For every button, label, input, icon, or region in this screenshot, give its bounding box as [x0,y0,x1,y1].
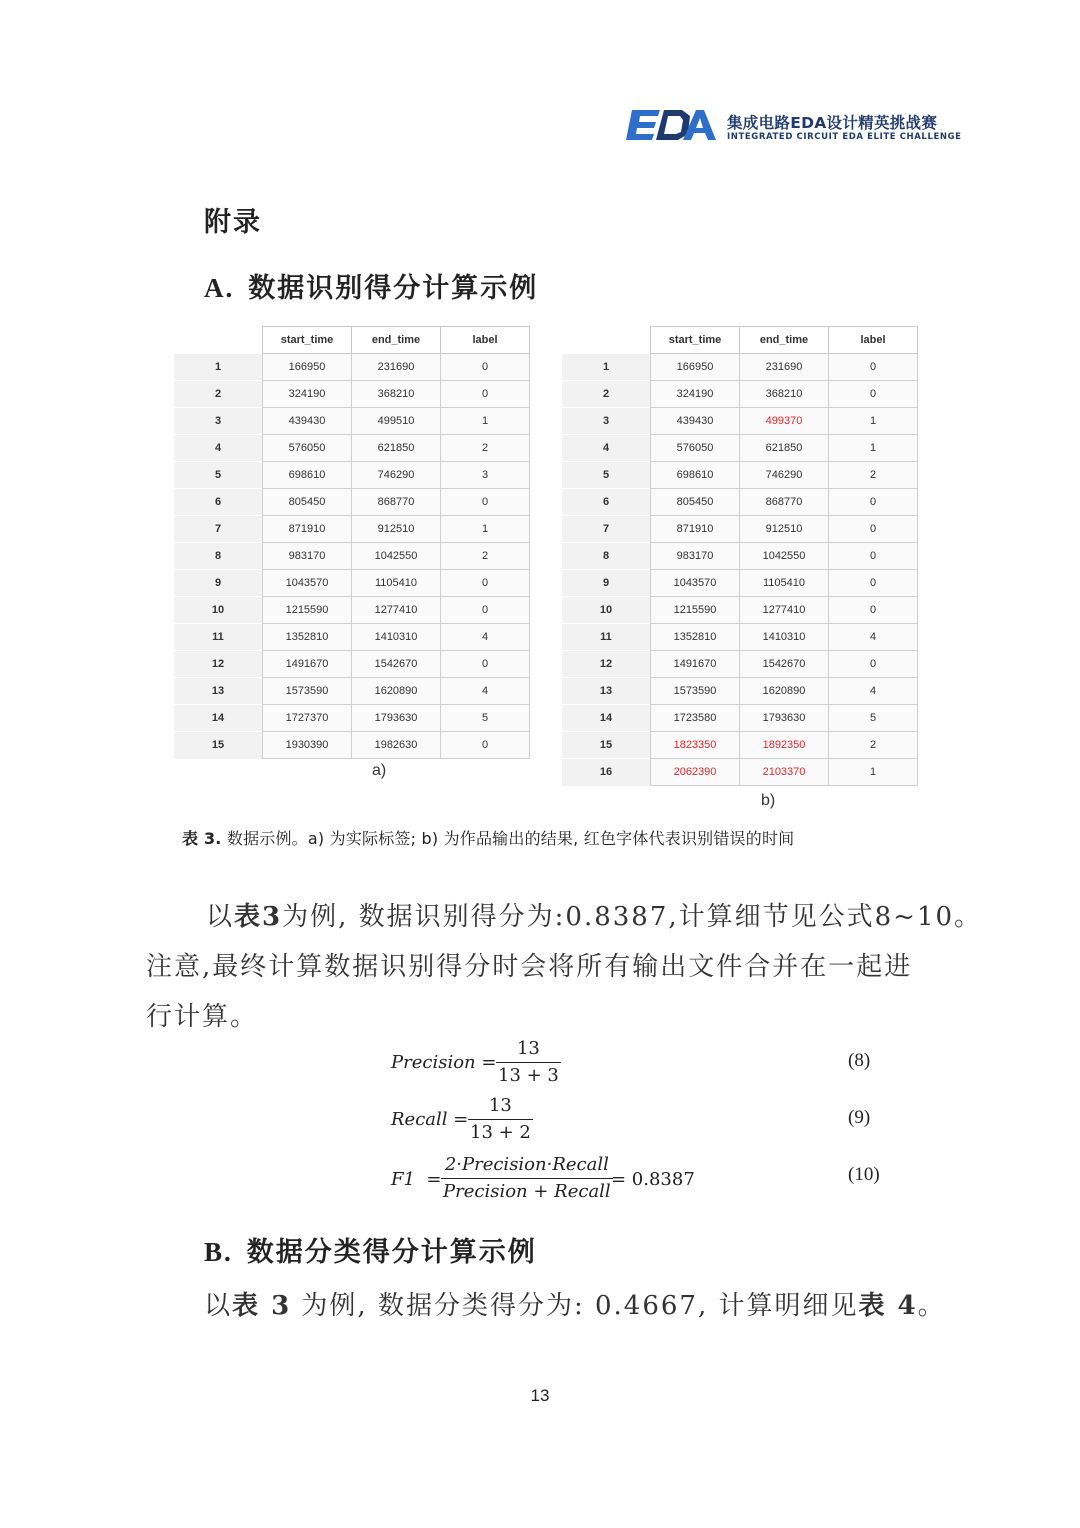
table-row [562,570,918,597]
table-cell-label: 2 [441,435,530,462]
table-cell-start: 439430 [651,408,740,435]
section-b-pre: 以 [204,1291,233,1321]
table-row [562,705,918,732]
table-cell-end: 1042550 [740,543,829,570]
table-cell-end: 746290 [740,462,829,489]
table-cell-idx: 13 [562,678,651,705]
table-cell-idx: 12 [562,651,651,678]
table-cell-end: 1277410 [740,597,829,624]
table-cell-label: 4 [441,624,530,651]
table-cell-start: 1723580 [651,705,740,732]
table-cell-idx: 9 [174,570,263,597]
table-cell-label: 4 [441,678,530,705]
table-cell-label: 0 [441,597,530,624]
table-cell-end: 912510 [352,516,441,543]
table-cell-end: 1105410 [352,570,441,597]
table-cell-idx: 14 [562,705,651,732]
table-row [562,489,918,516]
table-row [174,597,530,624]
table-cell-label: 0 [441,732,530,759]
table-cell-label: 0 [441,489,530,516]
table-cell-idx: 9 [562,570,651,597]
data-table-b [562,326,918,786]
eq8-denominator: 13 + 3 [496,1062,561,1086]
equation-10-lhs: F1 = [391,1169,442,1190]
table-cell-label: 0 [829,651,918,678]
table-cell-label: 1 [829,408,918,435]
table-row [562,597,918,624]
table-cell-start: 1215590 [651,597,740,624]
section-a-title: 数据识别得分计算示例 [248,273,539,304]
eq8-numerator: 13 [516,1038,540,1059]
table-b-corner [562,327,651,354]
table-cell-label: 0 [441,354,530,381]
table-cell-start: 166950 [651,354,740,381]
table-row [562,462,918,489]
table-cell-label: 0 [441,570,530,597]
table-row [174,570,530,597]
table-row [174,354,530,381]
table-cell-label: 2 [441,543,530,570]
table-cell-end: 868770 [740,489,829,516]
table-cell-idx: 8 [174,543,263,570]
table-cell-label: 0 [829,543,918,570]
line1-bold: 表3 [234,902,283,932]
table-cell-label: 1 [829,435,918,462]
table-row [562,759,918,786]
equation-10-fraction [441,1154,613,1202]
equation-10-result: = 0.8387 [611,1169,695,1190]
table-cell-label: 4 [829,678,918,705]
table-row [562,516,918,543]
caption-text: 数据示例。a) 为实际标签; b) 为作品输出的结果, 红色字体代表识别错误的时间 [221,829,795,848]
table-cell-start: 1823350 [651,732,740,759]
table-cell-idx: 5 [562,462,651,489]
table-cell-end: 1277410 [352,597,441,624]
header-logo [626,106,962,146]
table-cell-idx: 11 [174,624,263,651]
table-cell-start: 1491670 [263,651,352,678]
table-row [174,732,530,759]
table-cell-start: 1352810 [263,624,352,651]
table-cell-idx: 15 [562,732,651,759]
table-a-col-end: end_time [352,327,441,354]
appendix-title: 附录 [204,207,262,238]
table-cell-end: 231690 [352,354,441,381]
table-cell-label: 2 [829,732,918,759]
table-cell-label: 0 [441,651,530,678]
table-cell-start: 576050 [263,435,352,462]
table-cell-end: 2103370 [740,759,829,786]
section-b-heading [204,1230,537,1269]
table-cell-idx: 7 [562,516,651,543]
table-row [174,678,530,705]
table-cell-idx: 13 [174,678,263,705]
table-cell-idx: 7 [174,516,263,543]
table-row [174,543,530,570]
section-b-post: 。 [917,1291,946,1321]
eq9-numerator: 13 [488,1095,512,1116]
table-cell-idx: 3 [562,408,651,435]
table-cell-start: 1043570 [263,570,352,597]
table-cell-end: 621850 [352,435,441,462]
table-cell-end: 1042550 [352,543,441,570]
equation-8-number: (8) [848,1050,871,1071]
line1-post: 为例, 数据识别得分为:0.8387,计算细节见公式8~10。 [282,902,983,932]
table-row [174,705,530,732]
table-cell-idx: 2 [174,381,263,408]
table-cell-idx: 10 [562,597,651,624]
table-cell-idx: 4 [174,435,263,462]
eq8-lhs: Precision [391,1052,476,1073]
table-cell-start: 871910 [651,516,740,543]
table-cell-start: 1215590 [263,597,352,624]
table-row [174,489,530,516]
table-a-corner [174,327,263,354]
table-cell-start: 1491670 [651,651,740,678]
table-caption [182,826,794,849]
eq10-lhs: F1 [391,1169,415,1190]
table-cell-label: 0 [829,570,918,597]
table-cell-idx: 15 [174,732,263,759]
table-row [174,381,530,408]
table-cell-idx: 4 [562,435,651,462]
data-table-a [174,326,530,759]
paragraph-line-1 [146,892,983,942]
table-cell-idx: 1 [174,354,263,381]
body-paragraph [146,892,983,1042]
table-cell-label: 0 [441,381,530,408]
eq10-denominator: Precision + Recall [441,1178,613,1202]
table-row [562,732,918,759]
table-cell-start: 1727370 [263,705,352,732]
table-row [562,381,918,408]
table-cell-end: 1620890 [740,678,829,705]
equation-9-fraction [468,1095,533,1143]
table-row [174,462,530,489]
table-cell-end: 1793630 [352,705,441,732]
section-b-bold2: 表 4 [858,1291,918,1321]
table-cell-label: 0 [829,516,918,543]
table-cell-idx: 1 [562,354,651,381]
table-row [174,408,530,435]
table-cell-end: 1982630 [352,732,441,759]
paragraph-line-3: 行计算。 [146,1002,259,1032]
table-cell-start: 2062390 [651,759,740,786]
table-row [562,543,918,570]
table-row [174,435,530,462]
equation-9-number: (9) [848,1107,871,1128]
table-cell-end: 1410310 [352,624,441,651]
table-cell-start: 439430 [263,408,352,435]
table-cell-start: 324190 [651,381,740,408]
paragraph-line-2: 注意,最终计算数据识别得分时会将所有输出文件合并在一起进 [146,952,913,982]
table-cell-start: 698610 [263,462,352,489]
table-cell-idx: 14 [174,705,263,732]
section-b-bold1: 表 3 [232,1291,292,1321]
table-cell-end: 1105410 [740,570,829,597]
logo-en-title: INTEGRATED CIRCUIT EDA ELITE CHALLENGE [727,132,962,142]
table-cell-label: 5 [829,705,918,732]
section-b-title: 数据分类得分计算示例 [246,1237,537,1268]
table-row [174,651,530,678]
equation-10-number: (10) [848,1164,880,1185]
equation-9-lhs: Recall = [391,1109,469,1130]
table-cell-start: 983170 [263,543,352,570]
table-cell-idx: 8 [562,543,651,570]
table-cell-label: 2 [829,462,918,489]
table-cell-start: 576050 [651,435,740,462]
table-a-col-start: start_time [263,327,352,354]
table-cell-start: 1573590 [263,678,352,705]
table-b-sublabel: b) [761,792,776,809]
table-a-col-label: label [441,327,530,354]
table-cell-idx: 11 [562,624,651,651]
table-row [174,624,530,651]
table-cell-label: 0 [829,381,918,408]
eq9-denominator: 13 + 2 [468,1119,533,1143]
table-cell-label: 0 [829,597,918,624]
table-cell-label: 4 [829,624,918,651]
caption-prefix: 表 3. [182,829,222,848]
table-cell-idx: 16 [562,759,651,786]
table-cell-start: 324190 [263,381,352,408]
table-cell-start: 805450 [263,489,352,516]
equation-8-lhs: Precision = [391,1052,497,1073]
table-cell-end: 1542670 [352,651,441,678]
table-a-sublabel: a) [372,762,387,779]
table-cell-end: 231690 [740,354,829,381]
table-cell-end: 621850 [740,435,829,462]
table-row [562,651,918,678]
table-cell-idx: 5 [174,462,263,489]
table-cell-label: 0 [829,354,918,381]
table-cell-idx: 12 [174,651,263,678]
table-cell-start: 698610 [651,462,740,489]
table-cell-idx: 3 [174,408,263,435]
table-cell-end: 1542670 [740,651,829,678]
table-cell-label: 0 [829,489,918,516]
table-row [562,354,918,381]
table-row [562,678,918,705]
eda-logo-icon [626,106,718,144]
table-cell-idx: 6 [174,489,263,516]
table-cell-label: 1 [441,516,530,543]
table-cell-label: 3 [441,462,530,489]
table-cell-start: 166950 [263,354,352,381]
eq9-lhs: Recall [391,1109,448,1130]
table-cell-end: 1620890 [352,678,441,705]
table-cell-label: 5 [441,705,530,732]
table-cell-start: 1043570 [651,570,740,597]
section-b-text [204,1285,946,1322]
table-cell-idx: 6 [562,489,651,516]
logo-cn-title: 集成电路EDA设计精英挑战赛 [727,114,938,132]
table-cell-end: 368210 [740,381,829,408]
table-cell-idx: 10 [174,597,263,624]
line1-pre: 以 [206,902,235,932]
page-number: 13 [530,1386,550,1405]
table-cell-end: 1892350 [740,732,829,759]
table-cell-start: 1930390 [263,732,352,759]
table-cell-end: 912510 [740,516,829,543]
table-b-col-start: start_time [651,327,740,354]
table-b-col-end: end_time [740,327,829,354]
table-cell-start: 871910 [263,516,352,543]
section-b-label: B. [204,1237,233,1267]
table-cell-end: 368210 [352,381,441,408]
table-cell-end: 868770 [352,489,441,516]
table-row [562,624,918,651]
table-cell-end: 499370 [740,408,829,435]
table-cell-start: 1352810 [651,624,740,651]
table-cell-start: 983170 [651,543,740,570]
table-cell-end: 1410310 [740,624,829,651]
eq10-numerator: 2·Precision·Recall [444,1154,609,1175]
table-cell-idx: 2 [562,381,651,408]
table-cell-end: 499510 [352,408,441,435]
section-a-heading [204,266,538,305]
table-cell-start: 805450 [651,489,740,516]
table-row [562,435,918,462]
table-row [562,408,918,435]
table-cell-label: 1 [441,408,530,435]
table-cell-end: 746290 [352,462,441,489]
section-b-mid: 为例, 数据分类得分为: 0.4667, 计算明细见 [291,1291,859,1321]
table-b-col-label: label [829,327,918,354]
section-a-label: A. [204,273,235,303]
table-cell-label: 1 [829,759,918,786]
equation-8-fraction [496,1038,561,1086]
table-row [174,516,530,543]
table-cell-start: 1573590 [651,678,740,705]
table-cell-end: 1793630 [740,705,829,732]
